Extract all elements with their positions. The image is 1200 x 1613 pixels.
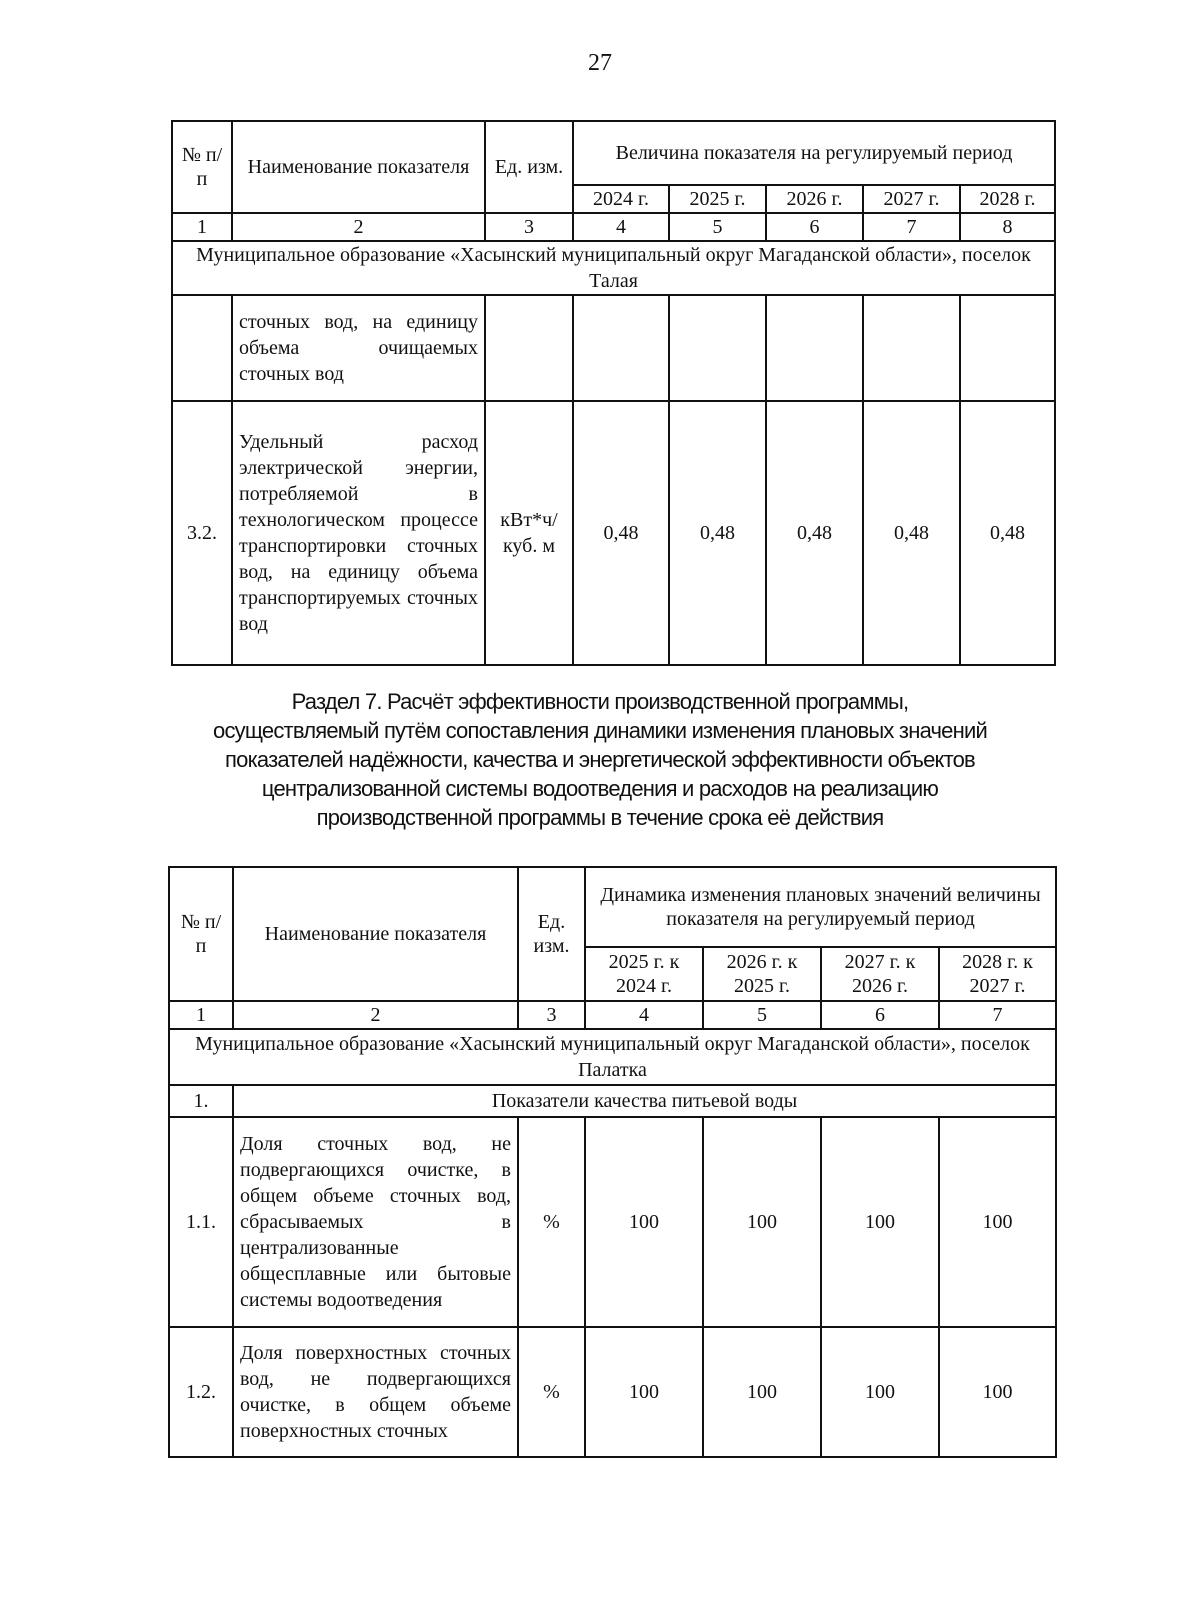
row-num: 3.2. [172,401,232,665]
column-number: 7 [939,1001,1056,1029]
row-name: Доля поверхностных сточных вод, не подвергающихся очистке, в общем объеме поверхностных сточных [233,1327,518,1457]
header-dynamics: Динамика изменения плановых значений величины показателя на регулируемый период [585,867,1056,947]
row-value: 0,48 [669,401,766,665]
row-value: 100 [703,1117,821,1327]
section-heading-line: Раздел 7. Расчёт эффективности производственной программы, [291,689,909,714]
section-heading-line: производственной программы в течение срока её действия [316,805,884,830]
row-value [766,295,863,401]
row-value: 0,48 [766,401,863,665]
header-year: 2028 г. [960,185,1055,213]
row-value: 100 [585,1117,703,1327]
row-value [863,295,960,401]
row-name: сточных вод, на единицу объема очищаемых сточных вод [232,295,485,401]
header-period: 2026 г. к 2025 г. [703,947,821,1001]
column-number: 2 [232,213,485,241]
row-num [172,295,232,401]
header-period: 2027 г. к 2026 г. [821,947,939,1001]
table-row [169,1117,1056,1327]
column-number: 2 [233,1001,518,1029]
row-value: 100 [821,1117,939,1327]
row-value: 100 [585,1327,703,1457]
column-number: 8 [960,213,1055,241]
row-name: Удельный расход электрической энергии, потребляемой в технологическом процессе транспортировки сточных вод, на единицу объема транспортируемых сточных вод [232,401,485,665]
section-heading-line: показателей надёжности, качества и энергетической эффективности объектов [225,747,975,772]
row-name: Доля сточных вод, не подвергающихся очистке, в общем объеме сточных вод, сбрасываемых в централизованные общесплавные или бытовые системы водоотведения [233,1117,518,1327]
header-year: 2024 г. [573,185,669,213]
header-num: № п/п [169,867,233,1001]
column-number: 4 [573,213,669,241]
indicators-table-top [171,120,1056,666]
column-number: 4 [585,1001,703,1029]
column-number: 5 [669,213,766,241]
column-number: 7 [863,213,960,241]
section-heading-line: централизованной системы водоотведения и расходов на реализацию [261,776,939,801]
municipality-row: Муниципальное образование «Хасынский муниципальный округ Магаданской области», поселок Талая [172,241,1055,295]
row-value: 100 [939,1117,1056,1327]
header-name: Наименование показателя [233,867,518,1001]
row-unit: кВт*ч/ куб. м [485,401,573,665]
header-year: 2027 г. [863,185,960,213]
row-value [669,295,766,401]
column-number: 6 [766,213,863,241]
row-value: 100 [703,1327,821,1457]
row-value: 0,48 [863,401,960,665]
column-number: 5 [703,1001,821,1029]
header-period: 2028 г. к 2027 г. [939,947,1056,1001]
table-row [172,295,1055,401]
row-unit [485,295,573,401]
column-number: 3 [485,213,573,241]
header-name: Наименование показателя [232,121,485,213]
row-value: 0,48 [960,401,1055,665]
group-title: Показатели качества питьевой воды [233,1085,1056,1117]
table-row [169,1327,1056,1457]
page-number: 27 [588,50,612,76]
row-value: 100 [939,1327,1056,1457]
section-heading-line: осуществляемый путём сопоставления динамики изменения плановых значений [213,718,987,743]
efficiency-dynamics-table [168,866,1057,1458]
section-heading [150,687,1050,832]
row-value: 0,48 [573,401,669,665]
row-value [960,295,1055,401]
row-num: 1.2. [169,1327,233,1457]
column-number: 6 [821,1001,939,1029]
header-unit: Ед. изм. [485,121,573,213]
row-value: 100 [821,1327,939,1457]
header-unit: Ед. изм. [518,867,585,1001]
table-row [172,401,1055,665]
header-year: 2025 г. [669,185,766,213]
column-number: 1 [172,213,232,241]
row-num: 1.1. [169,1117,233,1327]
row-unit: % [518,1117,585,1327]
group-row [169,1085,1056,1117]
header-year: 2026 г. [766,185,863,213]
row-value [573,295,669,401]
header-period: Величина показателя на регулируемый период [573,121,1055,185]
header-period: 2025 г. к 2024 г. [585,947,703,1001]
column-number: 1 [169,1001,233,1029]
row-unit: % [518,1327,585,1457]
group-num: 1. [169,1085,233,1117]
header-num: № п/п [172,121,232,213]
municipality-row: Муниципальное образование «Хасынский муниципальный округ Магаданской области», поселок Палатка [169,1029,1056,1085]
column-number: 3 [518,1001,585,1029]
